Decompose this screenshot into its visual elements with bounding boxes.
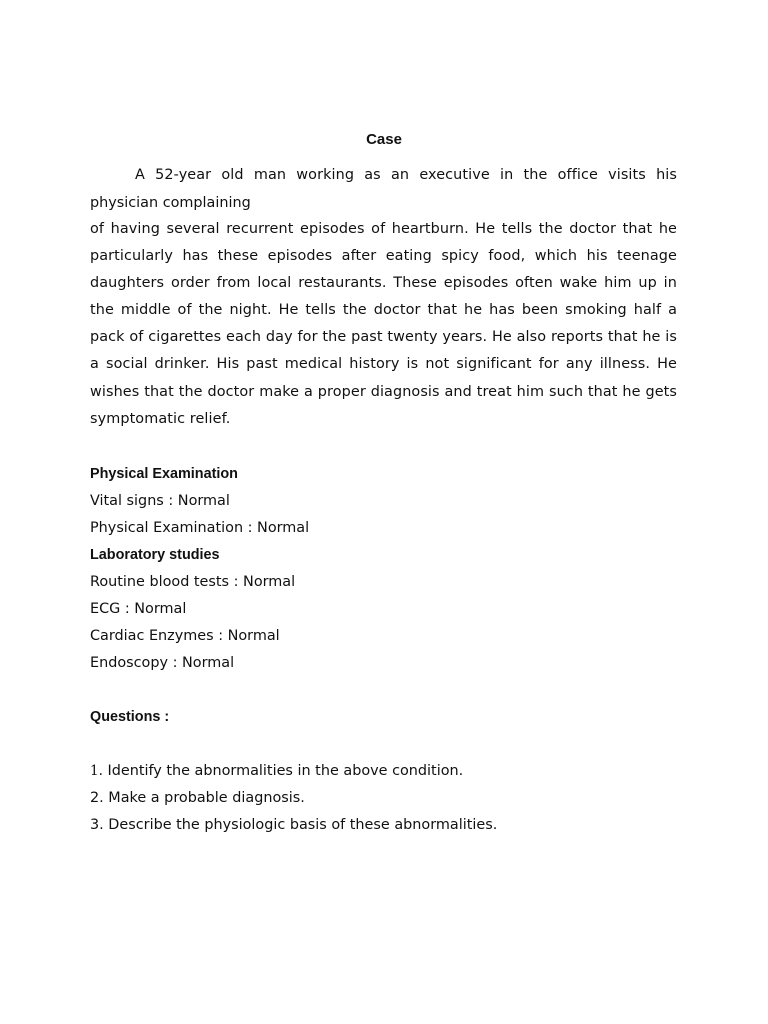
physical-examination-line: Physical Examination : Normal bbox=[90, 520, 310, 536]
physical-examination-heading: Physical Examination bbox=[90, 466, 238, 482]
vital-signs-line: Vital signs : Normal bbox=[90, 493, 230, 509]
question-number: 2. bbox=[90, 790, 104, 806]
question-item-3 bbox=[90, 815, 497, 835]
question-item-1 bbox=[90, 761, 463, 781]
questions-heading: Questions : bbox=[90, 709, 170, 725]
question-number: 3. bbox=[90, 817, 104, 833]
question-text: Make a probable diagnosis. bbox=[103, 790, 305, 806]
document-title: Case bbox=[366, 131, 402, 148]
case-paragraph-first-line: A 52-year old man working as an executive in the office visits his bbox=[135, 167, 677, 183]
laboratory-studies-heading: Laboratory studies bbox=[90, 547, 220, 563]
case-paragraph-body: of having several recurrent episodes of heartburn. He tells the doctor that he particularly has these episodes after eating spicy food, which his teenage daughters order from local restaurants. These episodes often wake him up in the middle of the night. He tells the doctor that he has been smoking half a pack of cigarettes each day for the past twenty years. He also reports that he is a social drinker. His past medical history is not significant for any illness. He wishes that the doctor make a proper diagnosis and treat him such that he gets symptomatic relief. bbox=[90, 221, 677, 427]
case-paragraph-second-line: physician complaining bbox=[90, 195, 251, 211]
question-item-2 bbox=[90, 788, 305, 808]
question-number: 1. bbox=[90, 763, 103, 779]
lab-item-ecg: ECG : Normal bbox=[90, 601, 187, 617]
lab-item-cardiac-enzymes: Cardiac Enzymes : Normal bbox=[90, 628, 280, 644]
question-text: Describe the physiologic basis of these abnormalities. bbox=[103, 817, 498, 833]
lab-item-blood-tests: Routine blood tests : Normal bbox=[90, 574, 296, 590]
lab-item-endoscopy: Endoscopy : Normal bbox=[90, 655, 235, 671]
question-text: Identify the abnormalities in the above condition. bbox=[102, 763, 464, 779]
